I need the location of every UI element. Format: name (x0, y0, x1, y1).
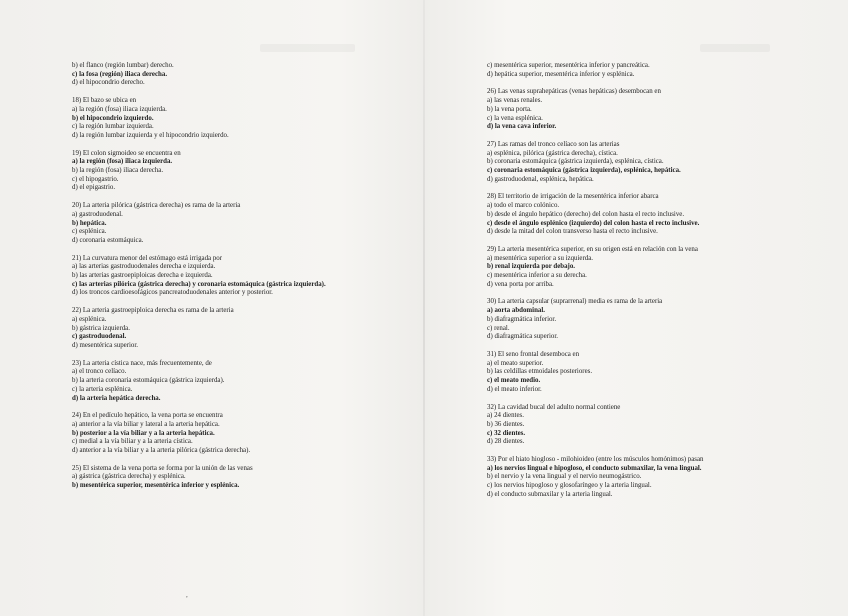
answer-option: a) todo el marco colónico. (487, 202, 560, 210)
answer-option: b) desde el ángulo hepático (derecho) del colon hasta el recto inclusive. (487, 210, 685, 218)
answer-option: c) mesentérica superior, mesentérica inferior y pancreática. (487, 62, 650, 69)
answer-option: b) diafragmática inferior. (487, 315, 557, 323)
question-stem: 18) El bazo se ubica en (72, 97, 137, 105)
question-block-q26 (487, 88, 787, 132)
question-stem: 22) La arteria gastroepiploica derecha es rama de la arteria (72, 307, 234, 315)
question-block-q21 (72, 255, 402, 299)
question-block-q30 (487, 298, 787, 342)
question-block-q18 (72, 97, 402, 141)
answer-option: c) medial a la vía biliar y a la arteria cística. (72, 438, 193, 446)
answer-option: d) coronaria estomáquica. (72, 236, 144, 244)
question-block-q33 (487, 456, 787, 500)
answer-option: b) renal izquierda por debajo. (487, 263, 575, 271)
left-column (72, 62, 402, 500)
question-block-q32 (487, 404, 787, 448)
answer-option: d) el conducto submaxilar y la arteria lingual. (487, 490, 613, 498)
answer-option: d) la arteria hepática derecha. (72, 394, 161, 402)
answer-option: b) la arteria coronaria estomáquica (gástrica izquierda). (72, 377, 225, 385)
answer-option: b) 36 dientes. (487, 420, 525, 428)
question-block-q23 (72, 360, 402, 404)
answer-option: a) gástrica (gástrica derecha) y esplénica. (72, 473, 186, 481)
answer-option: d) anterior a la vía biliar y a la arteria pilórica (gástrica derecha). (72, 447, 251, 455)
answer-option: c) la fosa (región) iliaca derecha. (72, 70, 168, 78)
answer-option: a) esplénica. (72, 315, 107, 323)
question-block-q28 (487, 193, 787, 237)
answer-option: d) gastroduodenal, esplénica, hepática. (487, 175, 594, 183)
answer-option: a) los nervios lingual e hipogloso, el conducto submaxilar, la vena lingual. (487, 464, 702, 472)
answer-option: b) coronaria estomáquica (gástrica izquierda), esplénica, cística. (487, 158, 664, 166)
answer-option: d) el meato inferior. (487, 385, 542, 393)
answer-option: d) la vena cava inferior. (487, 123, 557, 131)
answer-option: d) el hipocondrio derecho. (72, 79, 145, 87)
answer-option: b) el nervio y la vena lingual y el nervio neumogástrico. (487, 473, 642, 481)
question-stem: 26) Las venas suprahepáticas (venas hepáticas) desembocan en (487, 88, 661, 96)
answer-option: a) 24 dientes. (487, 412, 524, 420)
answer-option: d) hepática superior, mesentérica inferior y esplénica. (487, 70, 635, 78)
answer-option: b) la región (fosa) iliaca derecha. (72, 167, 164, 175)
question-block-q29 (487, 246, 787, 290)
answer-option: a) las arterias gastroduodenales derecha e izquierda. (72, 263, 216, 271)
question-stem: 25) El sistema de la vena porta se forma por la unión de las venas (72, 464, 253, 472)
answer-option: b) gástrica izquierda. (72, 324, 130, 332)
answer-option: c) renal. (487, 324, 510, 332)
answer-option: c) coronaria estomáquica (gástrica izquierda), esplénica, hepática. (487, 167, 681, 175)
question-block-q17-end (72, 62, 402, 88)
question-stem: 32) La cavidad bucal del adulto normal contiene (487, 403, 621, 411)
question-stem: 33) Por el hiato hiogloso - milohioideo (entre los músculos homónimos) pasan (487, 456, 704, 464)
question-stem: 30) La arteria capsular (suprarrenal) media es rama de la arteria (487, 298, 663, 306)
bleed-through-mark (260, 44, 355, 52)
question-stem: 23) La arteria cística nace, más frecuentemente, de (72, 359, 212, 367)
answer-option: d) diafragmática superior. (487, 333, 558, 341)
question-stem: 21) La curvatura menor del estómago está irrigada por (72, 254, 223, 262)
answer-option: c) mesentérica inferior a su derecha. (487, 272, 587, 280)
question-block-q22 (72, 307, 402, 351)
answer-option: b) hepática. (72, 219, 107, 227)
answer-option: b) las celdillas etmoidales posteriores. (487, 368, 593, 376)
question-block-q31 (487, 351, 787, 395)
answer-option: c) la vena esplénica. (487, 114, 543, 122)
answer-option: c) las arterias pilórica (gástrica derecha) y coronaria estomáquica (gástrica izquierda). (72, 280, 326, 288)
answer-option: d) el epigastrio. (72, 184, 116, 192)
page-fold (423, 0, 425, 616)
answer-option: c) el hipogastrio. (72, 175, 119, 183)
answer-option: a) esplénica, pilórica (gástrica derecha), cística. (487, 149, 618, 157)
answer-option: d) vena porta por arriba. (487, 280, 554, 288)
right-column (487, 62, 787, 509)
question-stem: 29) La arteria mesentérica superior, en su origen está en relación con la vena (487, 245, 698, 253)
question-block-q20 (72, 202, 402, 246)
answer-option: a) las venas renales. (487, 97, 543, 105)
answer-option: b) posterior a la vía biliar y a la arteria hepática. (72, 429, 215, 437)
question-stem: 19) El colon sigmoideo se encuentra en (72, 149, 181, 157)
answer-option: a) mesentérica superior a su izquierda. (487, 254, 593, 262)
answer-option: a) la región (fosa) iliaca izquierda. (72, 105, 167, 113)
answer-option: c) 32 dientes. (487, 429, 526, 437)
answer-option: a) anterior a la vía biliar y lateral a la arteria hepática. (72, 420, 220, 428)
question-stem: 20) La arteria pilórica (gástrica derecha) es rama de la arteria (72, 202, 241, 210)
question-stem: 31) El seno frontal desemboca en (487, 350, 580, 358)
footer-mark: , (186, 591, 188, 599)
answer-option: d) los troncos cardioesofágicos pancreatoduodenales anterior y posterior. (72, 289, 273, 297)
question-block-q19 (72, 150, 402, 194)
answer-option: a) el meato superior. (487, 359, 544, 367)
answer-option: a) el tronco celíaco. (72, 368, 127, 376)
answer-option: c) desde el ángulo esplénico (izquierdo) del colon hasta el recto inclusive. (487, 219, 700, 227)
answer-option: c) la región lumbar izquierda. (72, 123, 154, 131)
answer-option: b) el hipocondrio izquierdo. (72, 114, 154, 122)
bleed-through-mark (700, 44, 770, 52)
question-stem: 28) El territorio de irrigación de la mesentérica inferior abarca (487, 193, 659, 201)
question-stem: 24) En el pedículo hepático, la vena porta se encuentra (72, 412, 223, 420)
answer-option: c) la arteria esplénica. (72, 385, 133, 393)
answer-option: c) gastroduodenal. (72, 333, 127, 341)
answer-option: d) mesentérica superior. (72, 341, 139, 349)
answer-option: a) gastroduodenal. (72, 210, 123, 218)
answer-option: b) mesentérica superior, mesentérica inferior y esplénica. (72, 482, 240, 490)
answer-option: b) el flanco (región lumbar) derecho. (72, 62, 174, 69)
answer-option: c) esplénica. (72, 228, 107, 236)
answer-option: a) la región (fosa) iliaca izquierda. (72, 158, 173, 166)
question-block-q25 (72, 465, 402, 491)
question-block-q24 (72, 412, 402, 456)
answer-option: d) 28 dientes. (487, 438, 525, 446)
answer-option: d) desde la mitad del colon transverso hasta el recto inclusive. (487, 228, 658, 236)
question-block-q27 (487, 141, 787, 185)
answer-option: c) el meato medio. (487, 377, 541, 385)
answer-option: b) la vena porta. (487, 105, 532, 113)
question-block-q25-end (487, 62, 787, 79)
answer-option: b) las arterias gastroepiploicas derecha e izquierda. (72, 272, 213, 280)
answer-option: a) aorta abdominal. (487, 307, 545, 315)
answer-option: d) la región lumbar izquierda y el hipocondrio izquierdo. (72, 131, 229, 139)
answer-option: c) los nervios hipogloso y glosofaríngeo y la arteria lingual. (487, 482, 652, 490)
question-stem: 27) Las ramas del tronco celíaco son las arterias (487, 140, 620, 148)
